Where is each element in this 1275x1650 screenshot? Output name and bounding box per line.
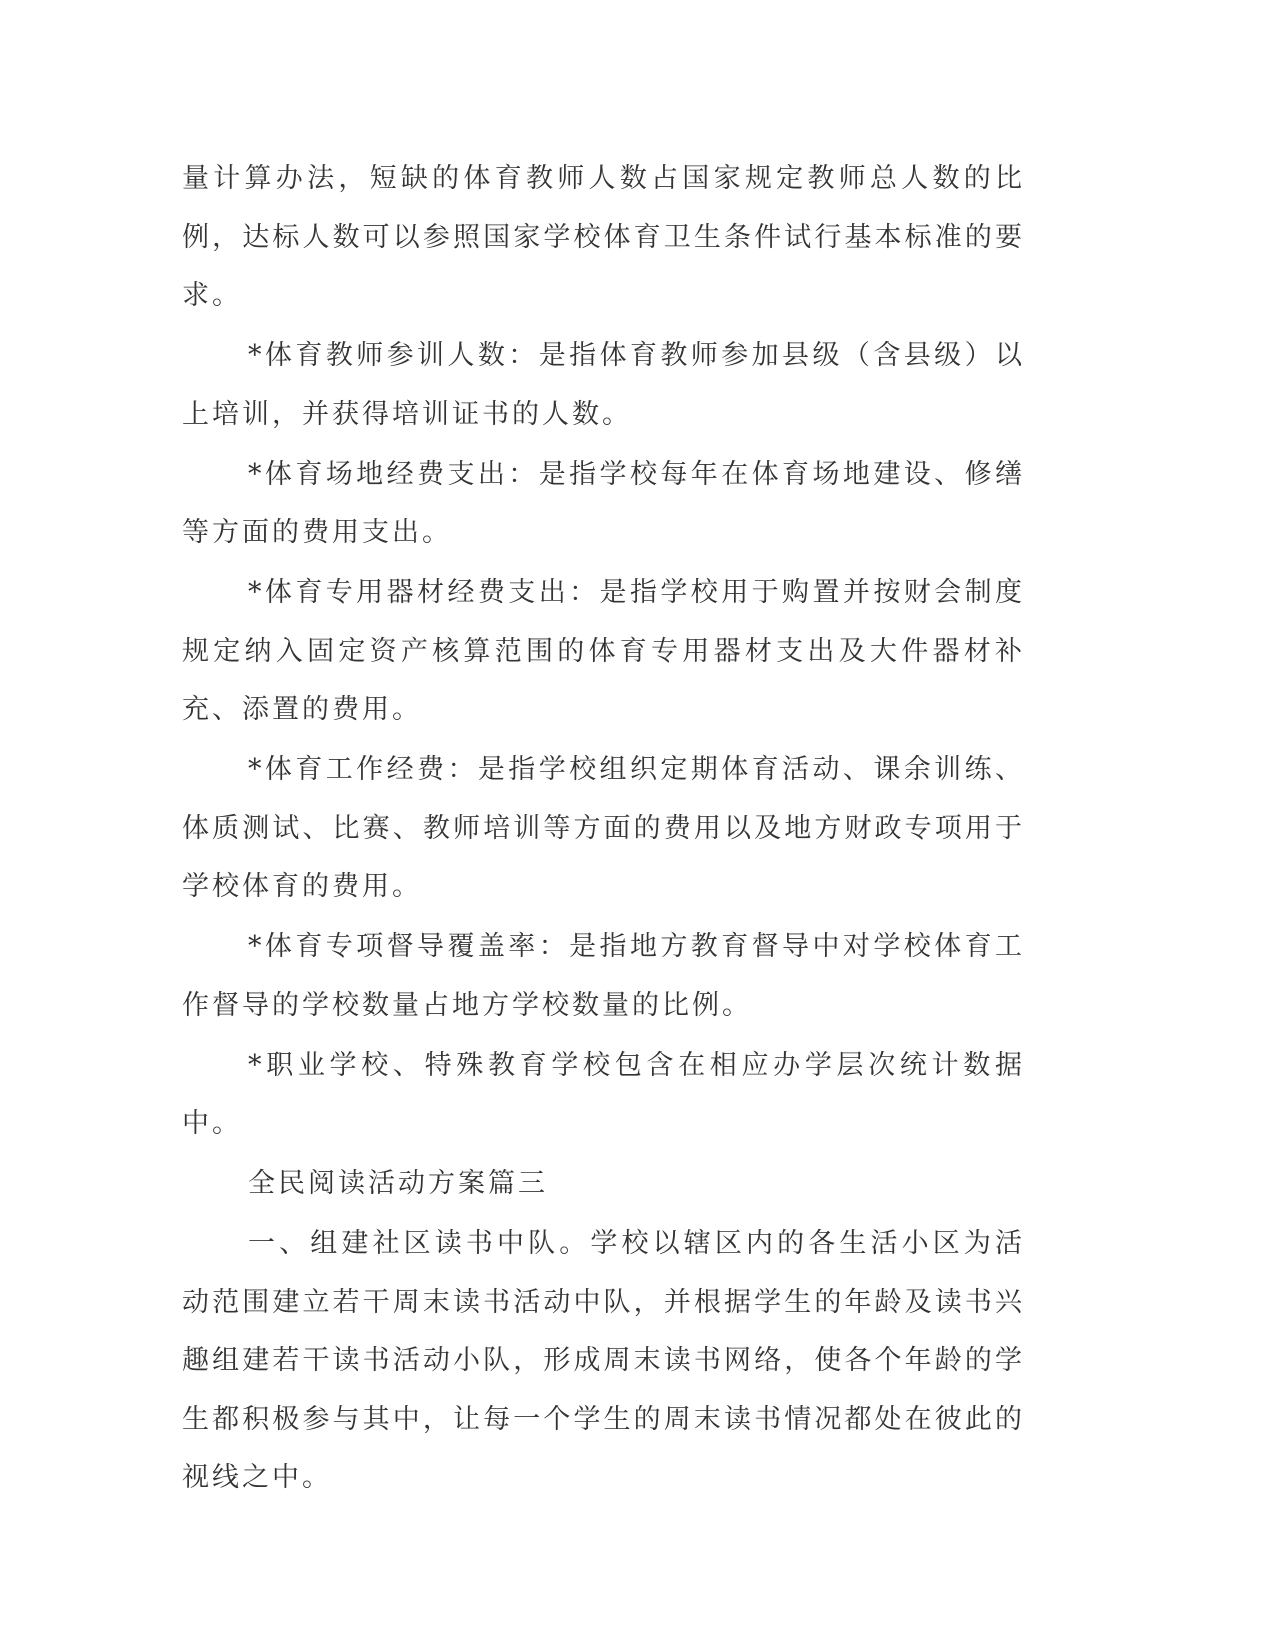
paragraph-venue-expense: *体育场地经费支出：是指学校每年在体育场地建设、修缮等方面的费用支出。 bbox=[182, 458, 1025, 548]
paragraph-supervision-coverage: *体育专项督导覆盖率：是指地方教育督导中对学校体育工作督导的学校数量占地方学校数量的比例。 bbox=[182, 931, 1025, 1021]
section-heading: 全民阅读活动方案篇三 bbox=[248, 1168, 548, 1199]
paragraph-equipment-expense: *体育专用器材经费支出：是指学校用于购置并按财会制度规定纳入固定资产核算范围的体育专用器材支出及大件器材补充、添置的费用。 bbox=[182, 577, 1025, 725]
paragraph-vocational-schools: *职业学校、特殊教育学校包含在相应办学层次统计数据中。 bbox=[182, 1049, 1025, 1139]
paragraph-work-funds: *体育工作经费：是指学校组织定期体育活动、课余训练、体质测试、比赛、教师培训等方面的费用以及地方财政专项用于学校体育的费用。 bbox=[182, 754, 1025, 902]
paragraph-reading-squads: 一、组建社区读书中队。学校以辖区内的各生活小区为活动范围建立若干周末读书活动中队，并根据学生的年龄及读书兴趣组建若干读书活动小队，形成周末读书网络，使各个年龄的学生都积极参与其中，让每一个学生的周末读书情况都处在彼此的视线之中。 bbox=[182, 1228, 1025, 1493]
paragraph-continuation: 量计算办法，短缺的体育教师人数占国家规定教师总人数的比例，达标人数可以参照国家学校体育卫生条件试行基本标准的要求。 bbox=[182, 163, 1025, 311]
document-page bbox=[182, 150, 1025, 1509]
paragraph-teacher-training: *体育教师参训人数：是指体育教师参加县级（含县级）以上培训，并获得培训证书的人数。 bbox=[182, 340, 1025, 430]
